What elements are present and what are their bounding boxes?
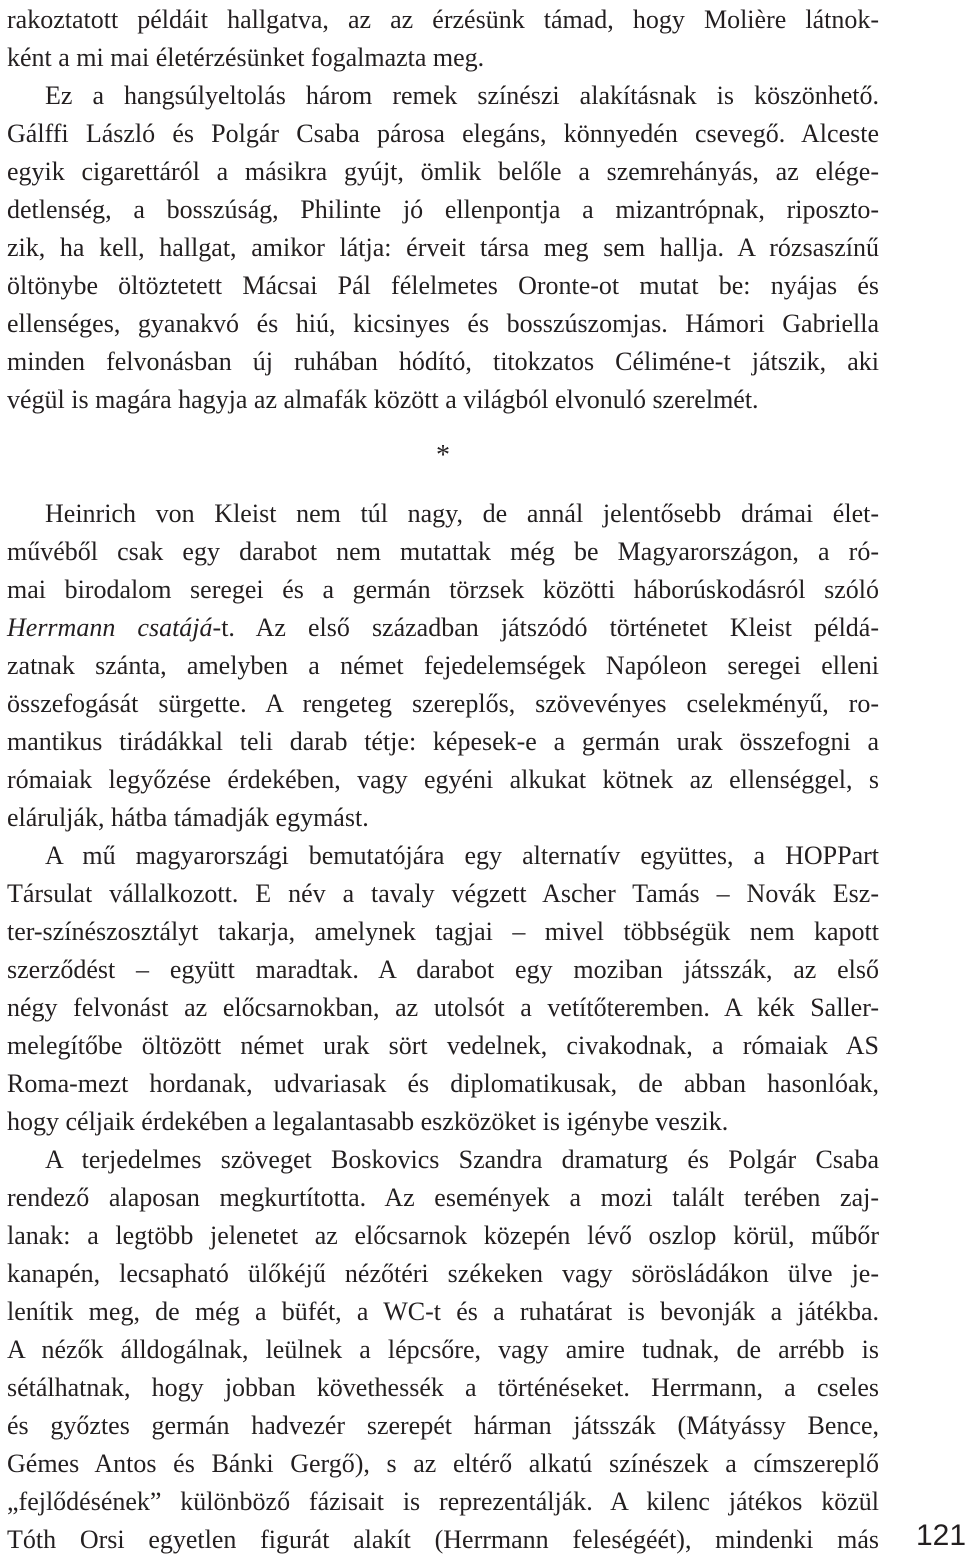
text-line: hogy céljaik érdekében a legalantasabb eszközöket is igénybe veszik. — [7, 1107, 729, 1136]
play-title: Herrmann csatájá — [7, 613, 213, 642]
text-line: Heinrich von Kleist nem túl nagy, de annál jelentősebb drámai élet- — [45, 499, 879, 528]
text-line: Gémes Antos és Bánki Gergő), s az eltérő alkatú színészek a címszereplő — [7, 1449, 879, 1478]
text-line: lanak: a legtöbb jelenetet az előcsarnok közepén lévő oszlop körül, műbőr — [7, 1221, 879, 1250]
text-line: minden felvonásban új ruhában hódító, titokzatos Céliméne-t játszik, aki — [7, 347, 879, 376]
text-line: Tóth Orsi egyetlen figurát alakít (Herrmann feleségéét), mindenki más — [7, 1525, 879, 1554]
text-line: rendező alaposan megkurtította. Az események a mozi talált terében zaj- — [7, 1183, 879, 1212]
section-separator: * — [436, 440, 450, 471]
text-line: A mű magyarországi bemutatójára egy alternatív együttes, a HOPPart — [45, 841, 879, 870]
text-line — [7, 609, 879, 647]
text-line: ellenséges, gyanakvó és hiú, kicsinyes és bosszúszomjas. Hámori Gabriella — [7, 309, 879, 338]
text-line: négy felvonást az előcsarnokban, az utolsót a vetítőteremben. A kék Saller- — [7, 993, 879, 1022]
text-line: mantikus tirádákkal teli darab tétje: képesek-e a germán urak összefogni a — [7, 727, 879, 756]
text-line: sétálhatnak, hogy jobban követhessék a történéseket. Herrmann, a cseles — [7, 1373, 879, 1402]
text-line: rakoztatott példáit hallgatva, az az érzésünk támad, hogy Molière látnok- — [7, 5, 879, 34]
text-line: detlenség, a bosszúság, Philinte jó ellenpontja a mizantrópnak, riposzto- — [7, 195, 879, 224]
text-line: Roma-mezt hordanak, udvariasak és diplomatikusak, de abban hasonlóak, — [7, 1069, 879, 1098]
text-line: A nézők álldogálnak, leülnek a lépcsőre, vagy amire tudnak, de arrébb is — [7, 1335, 879, 1364]
text-line: zatnak szánta, amelyben a német fejedelemségek Napóleon seregei elleni — [7, 651, 879, 680]
text-line: végül is magára hagyja az almafák között a világból elvonuló szerelmét. — [7, 385, 759, 414]
text-line: mai birodalom seregei és a germán törzsek közötti háborúskodásról szóló — [7, 575, 879, 604]
text-line: A terjedelmes szöveget Boskovics Szandra dramaturg és Polgár Csaba — [45, 1145, 879, 1174]
text-line: művéből csak egy darabot nem mutattak még be Magyarországon, a ró- — [7, 537, 879, 566]
text-line: összefogását sürgette. A rengeteg szereplős, szövevényes cselekményű, ro- — [7, 689, 879, 718]
text-line: egyik cigarettáról a másikra gyújt, ömlik belőle a szemrehányás, az elége- — [7, 157, 879, 186]
text-line: Társulat vállalkozott. E név a tavaly végzett Ascher Tamás – Novák Esz- — [7, 879, 879, 908]
text-line: zik, ha kell, hallgat, amikor látja: érveit társa meg sem hallja. A rózsaszínű — [7, 233, 879, 262]
page-number: 121 — [916, 1519, 966, 1552]
text-line: Gálffi László és Polgár Csaba párosa elegáns, könnyedén csevegő. Alceste — [7, 119, 879, 148]
text-line: öltönybe öltöztetett Mácsai Pál félelmetes Oronte-ot mutat be: nyájas és — [7, 271, 879, 300]
text-line: Ez a hangsúlyeltolás három remek színészi alakításnak is köszönhető. — [45, 81, 879, 110]
text-line: kanapén, lecsapható ülőkéjű nézőtéri székeken vagy sörösládákon ülve je- — [7, 1259, 879, 1288]
text-line-rest: -t. Az első században játszódó történetet Kleist példá- — [212, 613, 879, 642]
text-line: ter-színészosztályt takarja, amelynek tagjai – mivel többségük nem kapott — [7, 917, 879, 946]
text-line: és győztes germán hadvezér szerepét hárman játsszák (Mátyássy Bence, — [7, 1411, 879, 1440]
text-line: melegítőbe öltözött német urak sört vedelnek, civakodnak, a rómaiak AS — [7, 1031, 879, 1060]
text-line: rómaiak legyőzése érdekében, vagy egyéni alkukat kötnek az ellenséggel, s — [7, 765, 879, 794]
text-line: elárulják, hátba támadják egymást. — [7, 803, 369, 832]
text-line: ként a mi mai életérzésünket fogalmazta meg. — [7, 43, 485, 72]
text-line: szerződést – együtt maradtak. A darabot egy moziban játsszák, az első — [7, 955, 879, 984]
text-line: „fejlődésének” különböző fázisait is reprezentálják. A kilenc játékos közül — [7, 1487, 879, 1516]
text-line: lenítik meg, de még a büfét, a WC-t és a ruhatárat is bevonják a játékba. — [7, 1297, 879, 1326]
